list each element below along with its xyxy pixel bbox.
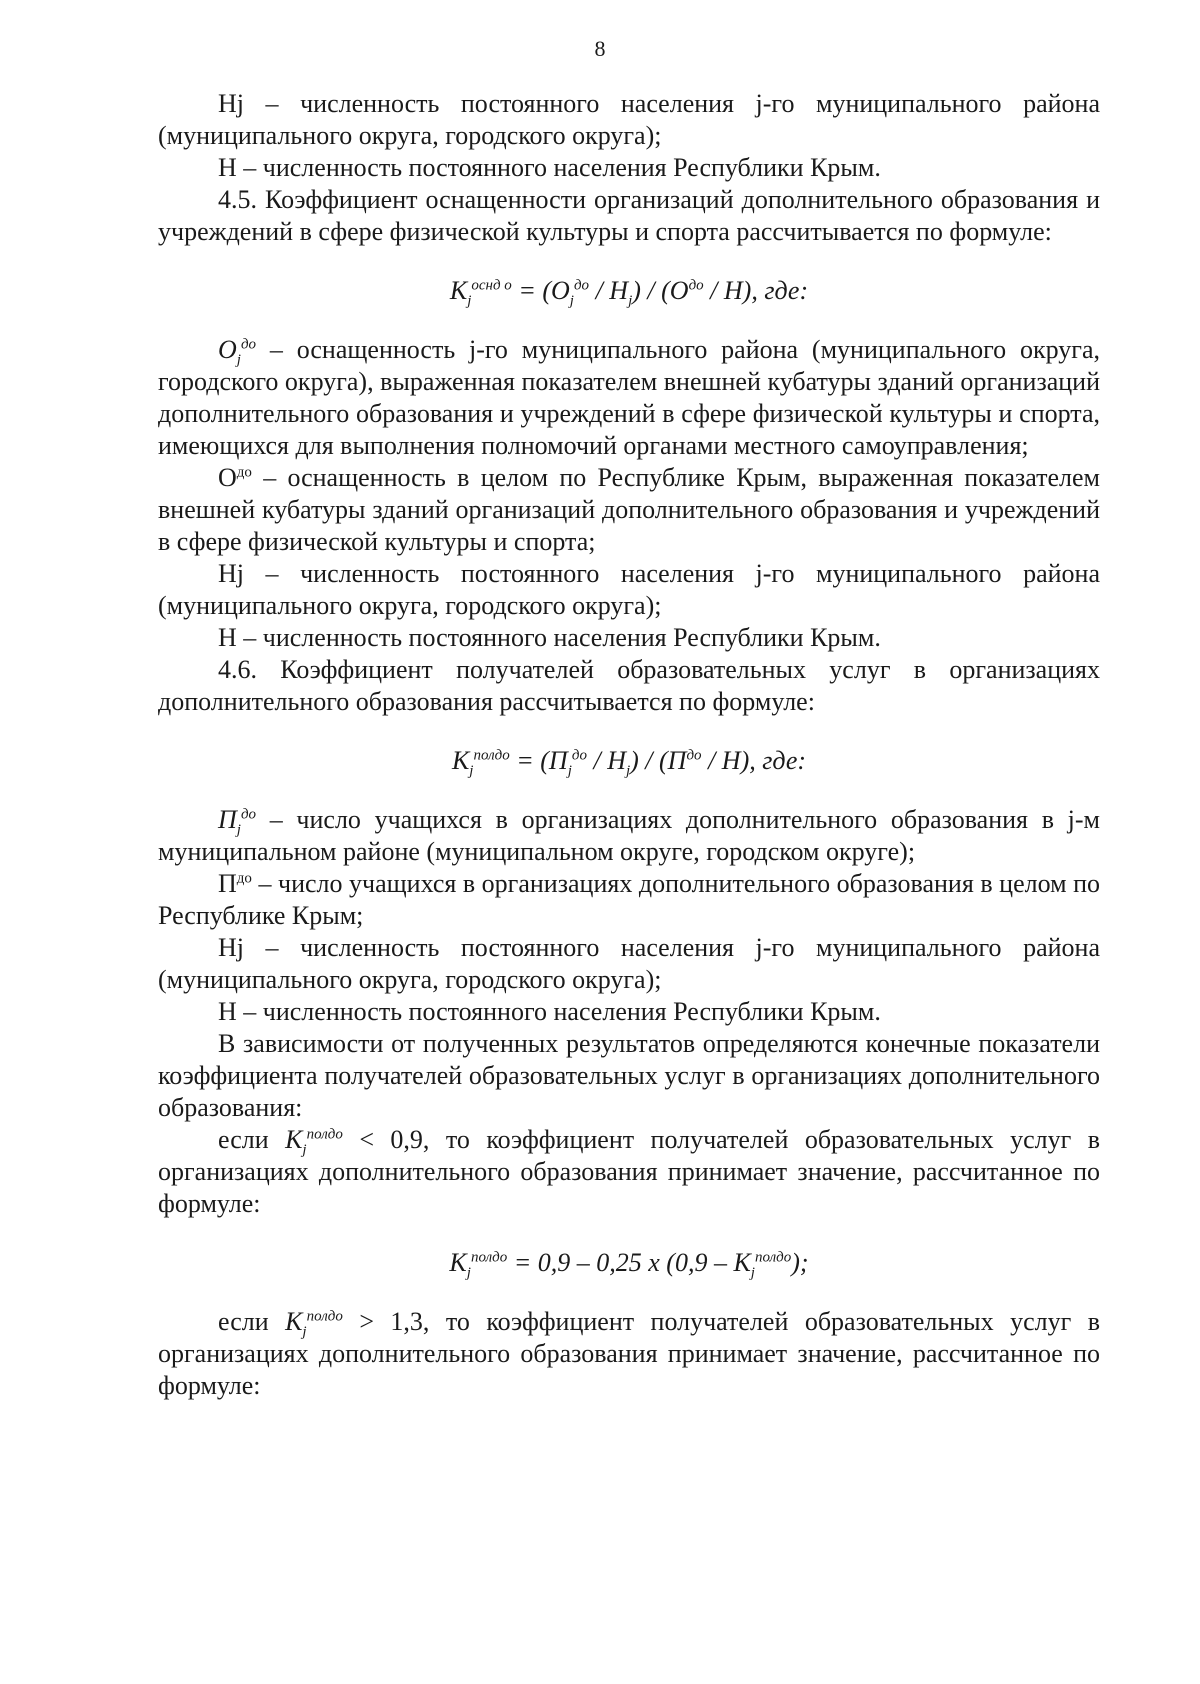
paragraph-4-6: 4.6. Коэффициент получателей образовательных услуг в организациях дополнительного образования рассчитывается по формуле: <box>158 655 1100 716</box>
paragraph-hj-2: Hj – численность постоянного населения j-го муниципального района (муниципального округа, городского округа); <box>158 559 1100 620</box>
condition-less-than: если $K_j^{полдо} < 0,9$, то коэффициент получателей образовательных услуг в организациях дополнительного образования принимает значение, рассчитанное по формуле: <box>158 1125 1100 1218</box>
formula-poldo: $K_j^{полдо} = (П_j^{до} / H_j) / (П^{до} / H)$, где: <box>451 746 807 780</box>
paragraph-h-2: Н – численность постоянного населения Республики Крым. <box>218 623 881 652</box>
definition-o-do: $O^{до}$ – оснащенность в целом по Республике Крым, выраженная показателем внешней кубатуры зданий организаций дополнительного образования и учреждений в сфере физической культуры и спорта; <box>158 463 1100 556</box>
definition-p-do: $П^{до}$ – число учащихся в организациях дополнительного образования в целом по Республике Крым; <box>158 869 1100 930</box>
formula-poldo-low: $K_j^{полдо} = 0,9 - 0,25$ х $(0,9 - K_j^{полдо})$; <box>449 1248 809 1282</box>
paragraph-dependency: В зависимости от полученных результатов определяются конечные показатели коэффициента получателей образовательных услуг в организациях дополнительного образования: <box>158 1029 1100 1122</box>
document-body <box>158 88 1100 1412</box>
paragraph-hj-1: Hj – численность постоянного населения j-го муниципального района (муниципального округа, городского округа); <box>158 89 1100 150</box>
condition-greater-than: если $K_j^{полдо} > 1,3$, то коэффициент получателей образовательных услуг в организациях дополнительного образования принимает значение, рассчитанное по формуле: <box>158 1307 1100 1400</box>
spacer <box>158 1402 1100 1412</box>
paragraph-4-5: 4.5. Коэффициент оснащенности организаций дополнительного образования и учреждений в сфере физической культуры и спорта рассчитывается по формуле: <box>158 185 1100 246</box>
formula-osnado: $K_j^{оснд о} = (O_j^{до} / H_j) / (O^{до} / H)$, где: <box>449 276 809 310</box>
paragraph-h-1: Н – численность постоянного населения Республики Крым. <box>218 153 881 182</box>
page-number: 8 <box>594 36 606 61</box>
definition-oj-do: $O_j^{до}$ – оснащенность j-го муниципального района (муниципального округа, городского округа), выраженная показателем внешней кубатуры зданий организаций дополнительного образования и учреждений в сфере физической культуры и спорта, имеющихся для выполнения полномочий органами местного самоуправления; <box>158 335 1100 460</box>
definition-pj-do: $П_j^{до}$ – число учащихся в организациях дополнительного образования в j-м муниципальном районе (муниципальном округе, городском округе); <box>158 805 1100 866</box>
paragraph-h-3: Н – численность постоянного населения Республики Крым. <box>218 997 881 1026</box>
paragraph-hj-3: Hj – численность постоянного населения j-го муниципального района (муниципального округа, городского округа); <box>158 933 1100 994</box>
